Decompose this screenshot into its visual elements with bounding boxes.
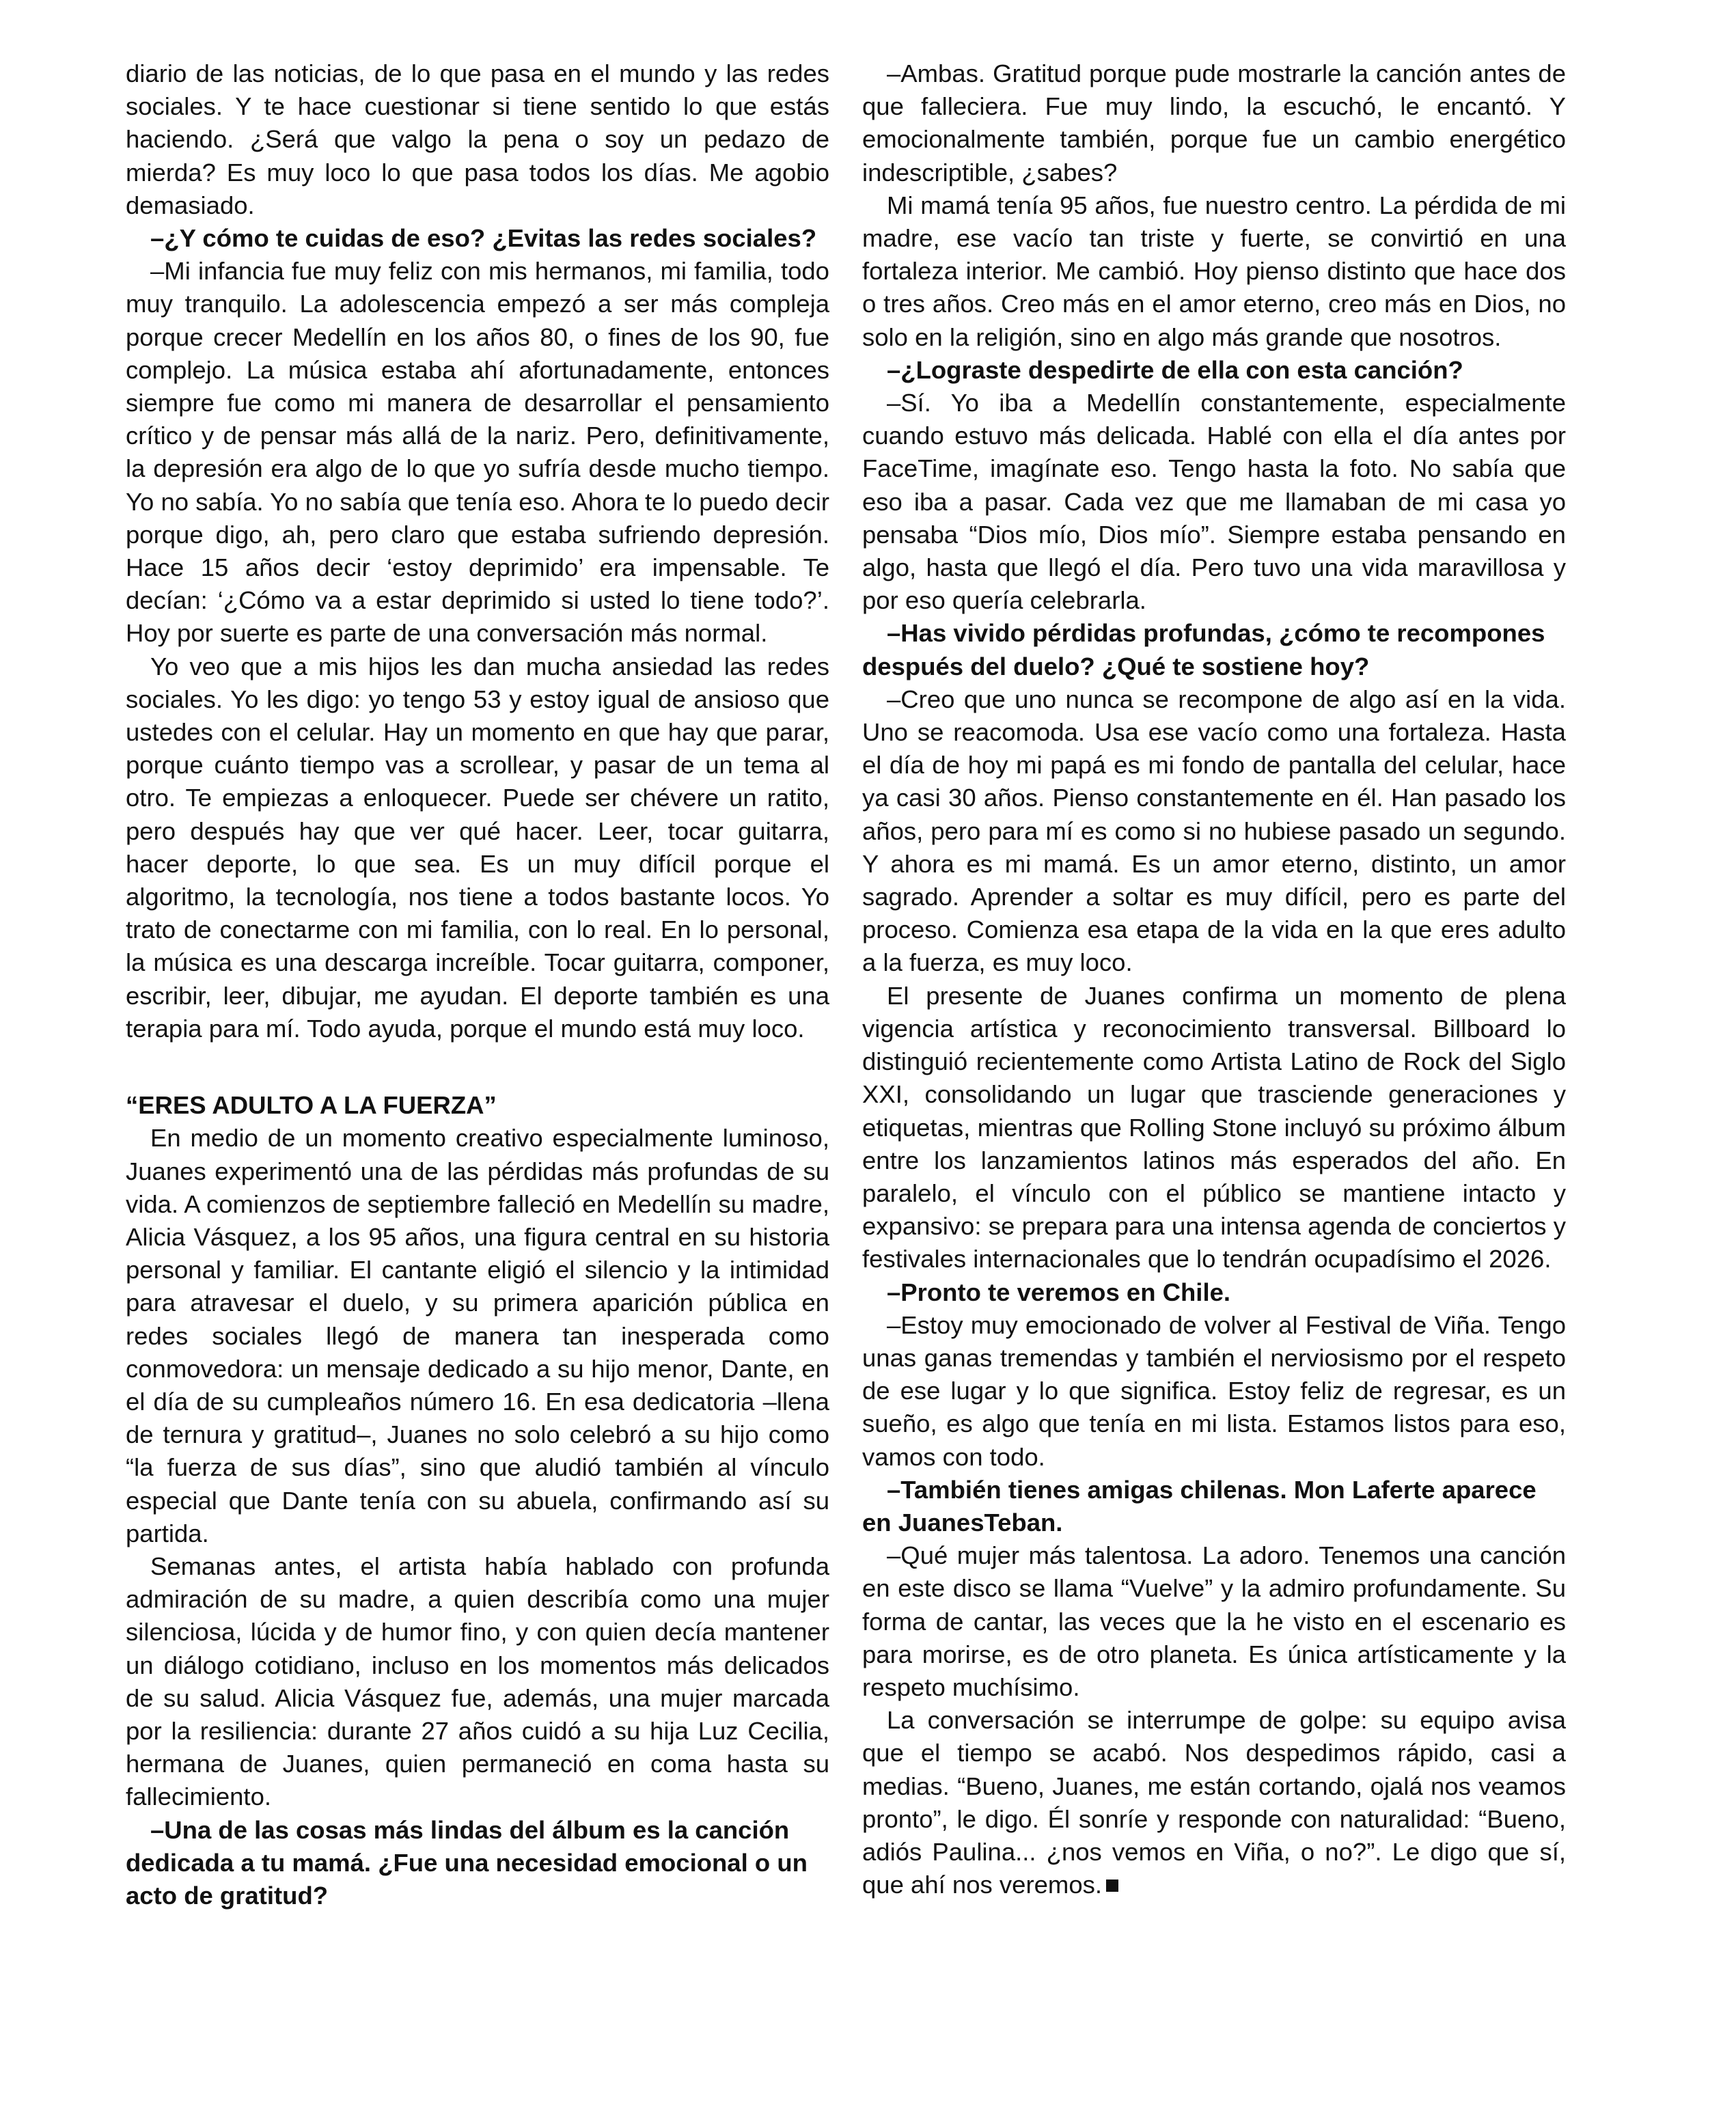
interview-question: –¿Y cómo te cuidas de eso? ¿Evitas las redes sociales? [150,224,817,253]
left-column [126,57,829,1912]
paragraph: En medio de un momento creativo especialmente luminoso, Juanes experimentó una de las pérdidas más profundas de su vida. A comienzos de septiembre falleció en Medellín su madre, Alicia Vásquez, a los 95 años, una figura central en su historia personal y familiar. El cantante eligió el silencio y la intimidad para atravesar el duelo, y su primera aparición pública en redes sociales llegó de manera tan inesperada como conmovedora: un mensaje dedicado a su hijo menor, Dante, en el día de su cumpleaños número 16. En esa dedicatoria –llena de ternura y gratitud–, Juanes no solo celebró a su hijo como “la fuerza de sus días”, sino que aludió también al vínculo especial que Dante tenía con su abuela, confirmando así su partida. [126,1124,829,1547]
paragraph: diario de las noticias, de lo que pasa en el mundo y las redes sociales. Y te hace cuestionar si tiene sentido lo que estás haciendo. ¿Será que valgo la pena o soy un pedazo de mierda? Es muy loco lo que pasa todos los días. Me agobio demasiado. [126,59,829,219]
interview-question: –¿Lograste despedirte de ella con esta canción? [887,355,1463,384]
closing-text: La conversación se interrumpe de golpe: su equipo avisa que el tiempo se acabó. Nos despedimos rápido, casi a medias. “Bueno, Juanes, me están cortando, ojalá nos veamos pronto”, le digo. Él sonríe y responde con naturalidad: “Bueno, adiós Paulina... ¿nos vemos en Viña, o no?”. Le digo que sí, que ahí nos veremos. [862,1706,1566,1899]
interview-question: –Una de las cosas más lindas del álbum es la canción dedicada a tu mamá. ¿Fue una necesidad emocional o un acto de gratitud? [126,1815,808,1910]
right-column [862,57,1566,1901]
paragraph: –Qué mujer más talentosa. La adoro. Tenemos una canción en este disco se llama “Vuelve” y la admiro profundamente. Su forma de cantar, las veces que la he visto en el escenario es para morirse, es de otro planeta. Es única artísticamente y la respeto muchísimo. [862,1541,1566,1701]
interview-question: –Has vivido pérdidas profundas, ¿cómo te recompones después del duelo? ¿Qué te sostiene hoy? [862,619,1545,680]
paragraph: Yo veo que a mis hijos les dan mucha ansiedad las redes sociales. Yo les digo: yo tengo 53 y estoy igual de ansioso que ustedes con el celular. Hay un momento en que hay que parar, porque cuánto tiempo vas a scrollear, y pasar de un tema al otro. Te empiezas a enloquecer. Puede ser chévere un ratito, pero después hay que ver qué hacer. Leer, tocar guitarra, hacer deporte, lo que sea. Es un muy difícil porque el algoritmo, la tecnología, nos tiene a todos bastante locos. Yo trato de conectarme con mi familia, con lo real. En lo personal, la música es una descarga increíble. Tocar guitarra, componer, escribir, leer, dibujar, me ayudan. El deporte también es una terapia para mí. Todo ayuda, porque el mundo está muy loco. [126,652,829,1043]
paragraph: El presente de Juanes confirma un momento de plena vigencia artística y reconocimiento transversal. Billboard lo distinguió recientemente como Artista Latino de Rock del Siglo XXI, consolidando un lugar que trasciende generaciones y etiquetas, mientras que Rolling Stone incluyó su próximo álbum entre los lanzamientos latinos más esperados del año. En paralelo, el vínculo con el público se mantiene intacto y expansivo: se prepara para una intensa agenda de conciertos y festivales internacionales que lo tendrán ocupadísimo el 2026. [862,981,1566,1273]
closing-paragraph [862,1704,1566,1901]
paragraph: –Sí. Yo iba a Medellín constantemente, especialmente cuando estuvo más delicada. Hablé con ella el día antes por FaceTime, imagínate eso. Tengo hasta la foto. No sabía que eso iba a pasar. Cada vez que me llamaban de mi casa yo pensaba “Dios mío, Dios mío”. Siempre estaba pensando en algo, hasta que llegó el día. Pero tuvo una vida maravillosa y por eso quería celebrarla. [862,389,1566,615]
paragraph: –Creo que uno nunca se recompone de algo así en la vida. Uno se reacomoda. Usa ese vacío como una fortaleza. Hasta el día de hoy mi papá es mi fondo de pantalla del celular, hace ya casi 30 años. Pienso constantemente en él. Han pasado los años, pero para mí es como si no hubiese pasado un segundo. Y ahora es mi mamá. Es un amor eterno, distinto, un amor sagrado. Aprender a soltar es muy difícil, pero es parte del proceso. Comienza esa etapa de la vida en la que eres adulto a la fuerza, es muy loco. [862,685,1566,977]
end-of-article-square-icon [1106,1879,1118,1892]
interview-question: –También tienes amigas chilenas. Mon Laferte aparece en JuanesTeban. [862,1475,1537,1537]
paragraph: –Ambas. Gratitud porque pude mostrarle la canción antes de que falleciera. Fue muy lindo, la escuchó, le encantó. Y emocionalmente también, porque fue un cambio energético indescriptible, ¿sabes? [862,59,1566,187]
paragraph: –Mi infancia fue muy feliz con mis hermanos, mi familia, todo muy tranquilo. La adolescencia empezó a ser más compleja porque crecer Medellín en los años 80, o fines de los 90, fue complejo. La música estaba ahí afortunadamente, entonces siempre fue como mi manera de desarrollar el pensamiento crítico y de pensar más allá de la nariz. Pero, definitivamente, la depresión era algo de lo que yo sufría desde mucho tiempo. Yo no sabía. Yo no sabía que tenía eso. Ahora te lo puedo decir porque digo, ah, pero claro que estaba sufriendo depresión. Hace 15 años decir ‘estoy deprimido’ era impensable. Te decían: ‘¿Cómo va a estar deprimido si usted lo tiene todo?’. Hoy por suerte es parte de una conversación más normal. [126,257,829,648]
paragraph: Semanas antes, el artista había hablado con profunda admiración de su madre, a quien describía como una mujer silenciosa, lúcida y de humor fino, y con quien decía mantener un diálogo cotidiano, incluso en los momentos más delicados de su salud. Alicia Vásquez fue, además, una mujer marcada por la resiliencia: durante 27 años cuidó a su hija Luz Cecilia, hermana de Juanes, quien permaneció en coma hasta su fallecimiento. [126,1552,829,1811]
paragraph: Mi mamá tenía 95 años, fue nuestro centro. La pérdida de mi madre, ese vacío tan triste y fuerte, se convirtió en una fortaleza interior. Me cambió. Hoy pienso distinto que hace dos o tres años. Creo más en el amor eterno, creo más en Dios, no solo en la religión, sino en algo más grande que nosotros. [862,191,1566,351]
interview-question: –Pronto te veremos en Chile. [887,1278,1231,1306]
section-heading: “ERES ADULTO A LA FUERZA” [126,1091,497,1120]
paragraph: –Estoy muy emocionado de volver al Festival de Viña. Tengo unas ganas tremendas y también el nerviosismo por el respeto de ese lugar y lo que significa. Estoy feliz de regresar, es un sueño, es algo que tenía en mi lista. Estamos listos para eso, vamos con todo. [862,1310,1566,1471]
